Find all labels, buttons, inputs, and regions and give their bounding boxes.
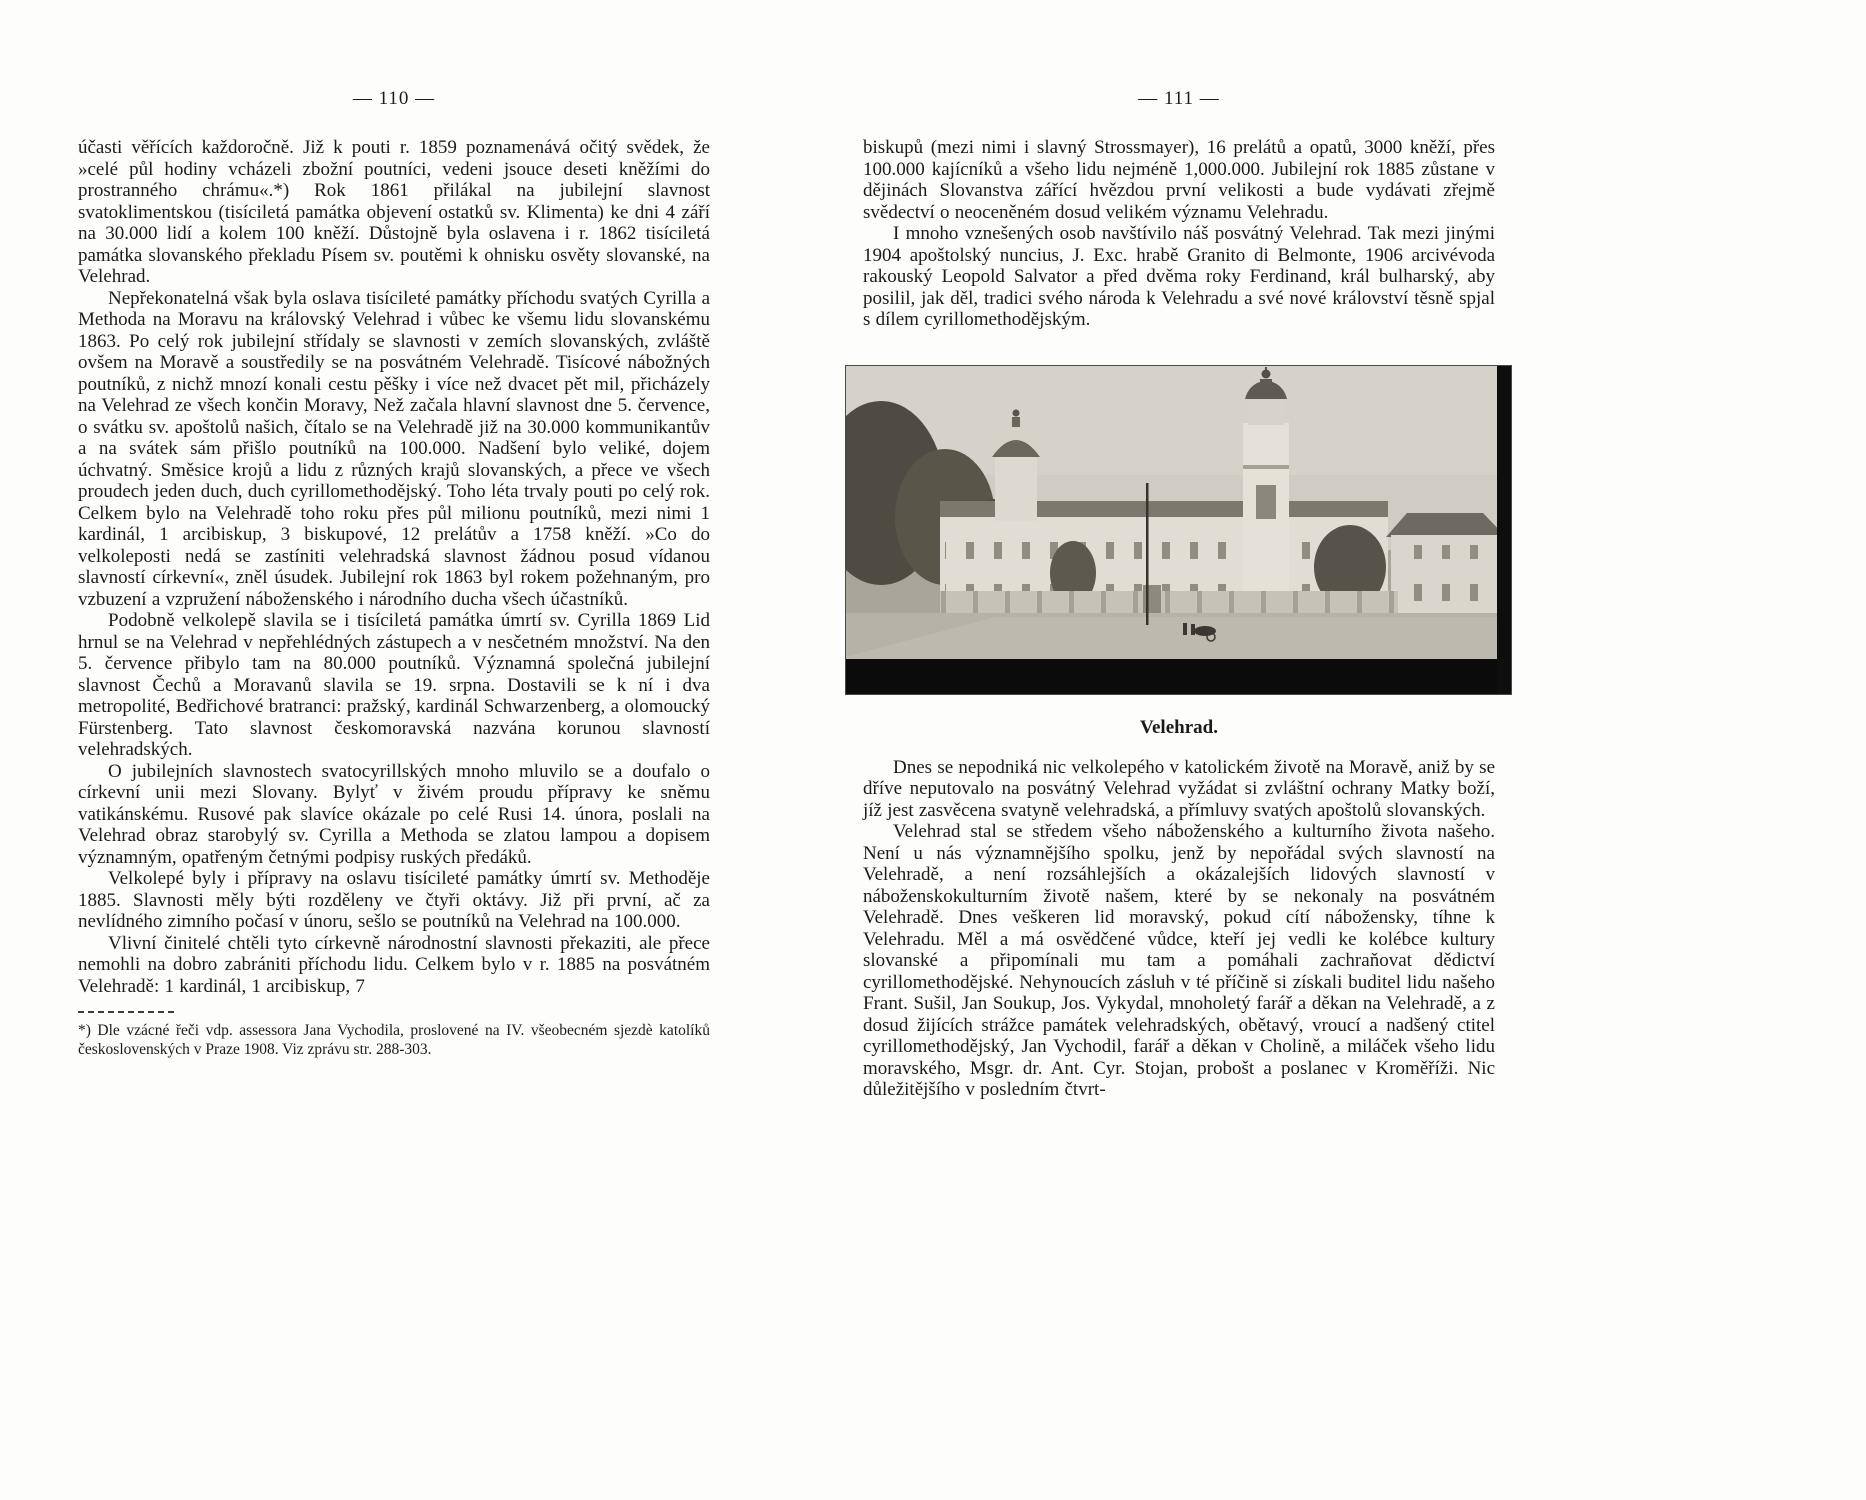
paragraph: biskupů (mezi nimi i slavný Strossmayer), 16 prelátů a opatů, 3000 kněží, přes 100.000 kajícníků a všeho lidu nejméně 1,000.000. Jubilejní rok 1885 zůstane v dějinách Slovanstva zářící hvězdou první velikosti a bude vydávati zřejmě svědectví o neoceněném dosud velikém významu Velehradu. [863,137,1495,223]
paragraph: O jubilejních slavnostech svatocyrillských mnoho mluvilo se a doufalo o církevní unii mezi Slovany. Bylyť v živém proudu přípravy ke sněmu vatikánskému. Rusové pak slavíce okázale po celé Rusi 14. února, poslali na Velehrad obraz starobylý sv. Cyrilla a Methoda se zlatou lampou a dopisem významným, opatřeným četnými podpisy ruských předáků. [78,760,710,868]
velehrad-photo [845,365,1512,695]
page-number-right: — 111 — [1138,88,1220,109]
right-page-text-top [863,137,1495,331]
paragraph: Velkolepé byly i přípravy na oslavu tisícileté památky úmrtí sv. Methoděje 1885. Slavnosti měly býti rozděleny ve čtyři oktávy. Již při první, ač za nevlídného zimního počasí v únoru, sešlo se poutníků na Velehrad na 100.000. [78,868,710,932]
paragraph: Vlivní činitelé chtěli tyto církevně národnostní slavnosti překaziti, ale přece nemohli na dobro zabrániti příchodu lidu. Celkem bylo v r. 1885 na posvátném Velehradě: 1 kardinál, 1 arcibiskup, 7 [78,932,710,997]
paragraph: Dnes se nepodniká nic velkolepého v katolickém životě na Moravě, aniž by se dříve neputovalo na posvátný Velehrad vyžádat si zvláštní ochrany Matky boží, jíž jest zasvěcena svatyně velehradská, a přímluvy svatých apoštolů slovanských. [863,756,1495,821]
right-page-text-bottom [863,757,1495,1101]
paragraph: Podobně velkolepě slavila se i tisíciletá památka úmrtí sv. Cyrilla 1869 Lid hrnul se na Velehrad v nepřehlédných zástupech a v nesčetném množství. Na den 5. července přibylo tam na 80.000 poutníků. Významná společná jubilejní slavnost Čechů a Moravanů slavila se 19. srpna. Dostavili se k ní i dva metropolité, Bedřichové bratranci: pražský, kardinál Schwarzenberg, a olomoucký Fürstenberg. Tato slavnost českomoravská nazvána korunou slavností velehradských. [78,610,710,760]
left-page-text [78,137,710,997]
footnote-rule [78,1011,174,1013]
page-110 [78,0,710,1059]
page-number-left: — 110 — [352,88,436,109]
paragraph: Nepřekonatelná však byla oslava tisícileté památky příchodu svatých Cyrilla a Methoda na Moravu na královský Velehrad i vůbec ke všemu lidu slovanskému 1863. Po celý rok jubilejní střídaly se slavnosti v zemích slovanských, zvláště ovšem na Moravě a soustředily se na posvátném Velehradě. Tisícové nábožných poutníků, z nichž mnozí konali cestu pěšky i více než dvacet pět mil, přicházely na Velehrad ze všech končin Moravy, Než začala hlavní slavnost dne 5. července, o svátku sv. apoštolů našich, čítalo se na Velehradě již na 30.000 kommunikantův a na svátek sám přišlo poutníků na 100.000. Nadšení bylo veliké, dojem úchvatný. Směsice krojů a lidu z různých krajů slovanských, a přece ve všech proudech jeden duch, duch cyrillomethodějský. Toho léta trvaly pouti po celý rok. Celkem bylo na Velehradě toho roku přes půl milionu poutníků, mezi nimi 1 kardinál, 1 arcibiskup, 3 biskupové, 12 prelátův a 1758 kněží. »Co do velkoleposti nedá se zastíniti velehradská slavnost žádnou posud vídanou slavností církevní«, zněl úsudek. Jubilejní rok 1863 byl rokem požehnaným, pro vzbuzení a vzpružení náboženského i národního ducha všech účastníků. [78,287,710,610]
page-111 [863,0,1495,1101]
paragraph: účasti věřících každoročně. Již k pouti r. 1859 poznamenává očitý svědek, že »celé půl hodiny vcházeli zbožní poutníci, vedeni jsouce deseti kněžími do prostranného chrámu«.*) Rok 1861 přilákal na jubilejní slavnost svatoklimentskou (tisíciletá památka objevení ostatků sv. Klimenta) ke dni 4 září na 30.000 lidí a kolem 100 kněží. Důstojně byla oslavena i r. 1862 tisíciletá památka slovanského překladu Písem sv. poutěmi k ohnisku osvěty slovanské, na Velehrad. [78,137,710,287]
photo-caption: Velehrad. [1140,716,1218,738]
footnote-text: *) Dle vzácné řeči vdp. assessora Jana Vychodila, proslovené na IV. všeobecném sjezdè katolíků československých v Praze 1908. Viz zprávu str. 288-303. [78,1022,710,1058]
paragraph: Velehrad stal se středem všeho náboženského a kulturního života našeho. Není u nás významnějšího spolku, jenž by nepořádal svých slavností na Velehradě, a není rozsáhlejších a okázalejších lidových slavností v náboženskokulturním životě našem, které by se nekonaly na posvátném Velehradě. Dnes veškeren lid moravský, pokud cítí nábožensky, tíhne k Velehradu. Měl a má osvědčené vůdce, kteří jej vedli ke kolébce kultury slovanské a připomínali mu tam a pomáhali zachraňovat dědictví cyrillomethodějské. Nehynoucích zásluh v té příčině si získali buditel lidu našeho Frant. Sušil, Jan Soukup, Jos. Vykydal, mnoholetý farář a děkan na Velehradě, a z dosud žijících strážce památek velehradských, obětavý, vroucí a nadšený ctitel cyrillomethodějský, Jan Vychodil, farář a děkan v Cholině, a miláček všeho lidu moravského, Msgr. dr. Ant. Cyr. Stojan, probošt a poslanec v Kroměříži. Nic důležitějšího v posledním čtvrt- [863,821,1495,1100]
paragraph: I mnoho vznešených osob navštívilo náš posvátný Velehrad. Tak mezi jinými 1904 apoštolský nuncius, J. Exc. hrabě Granito di Belmonte, 1906 arcivévoda rakouský Leopold Salvator a před dvěma roky Ferdinand, král bulharský, aby posilil, jak děl, tradici svého národa k Velehradu a své nové království těsně spjal s dílem cyrillomethodějským. [863,223,1495,330]
